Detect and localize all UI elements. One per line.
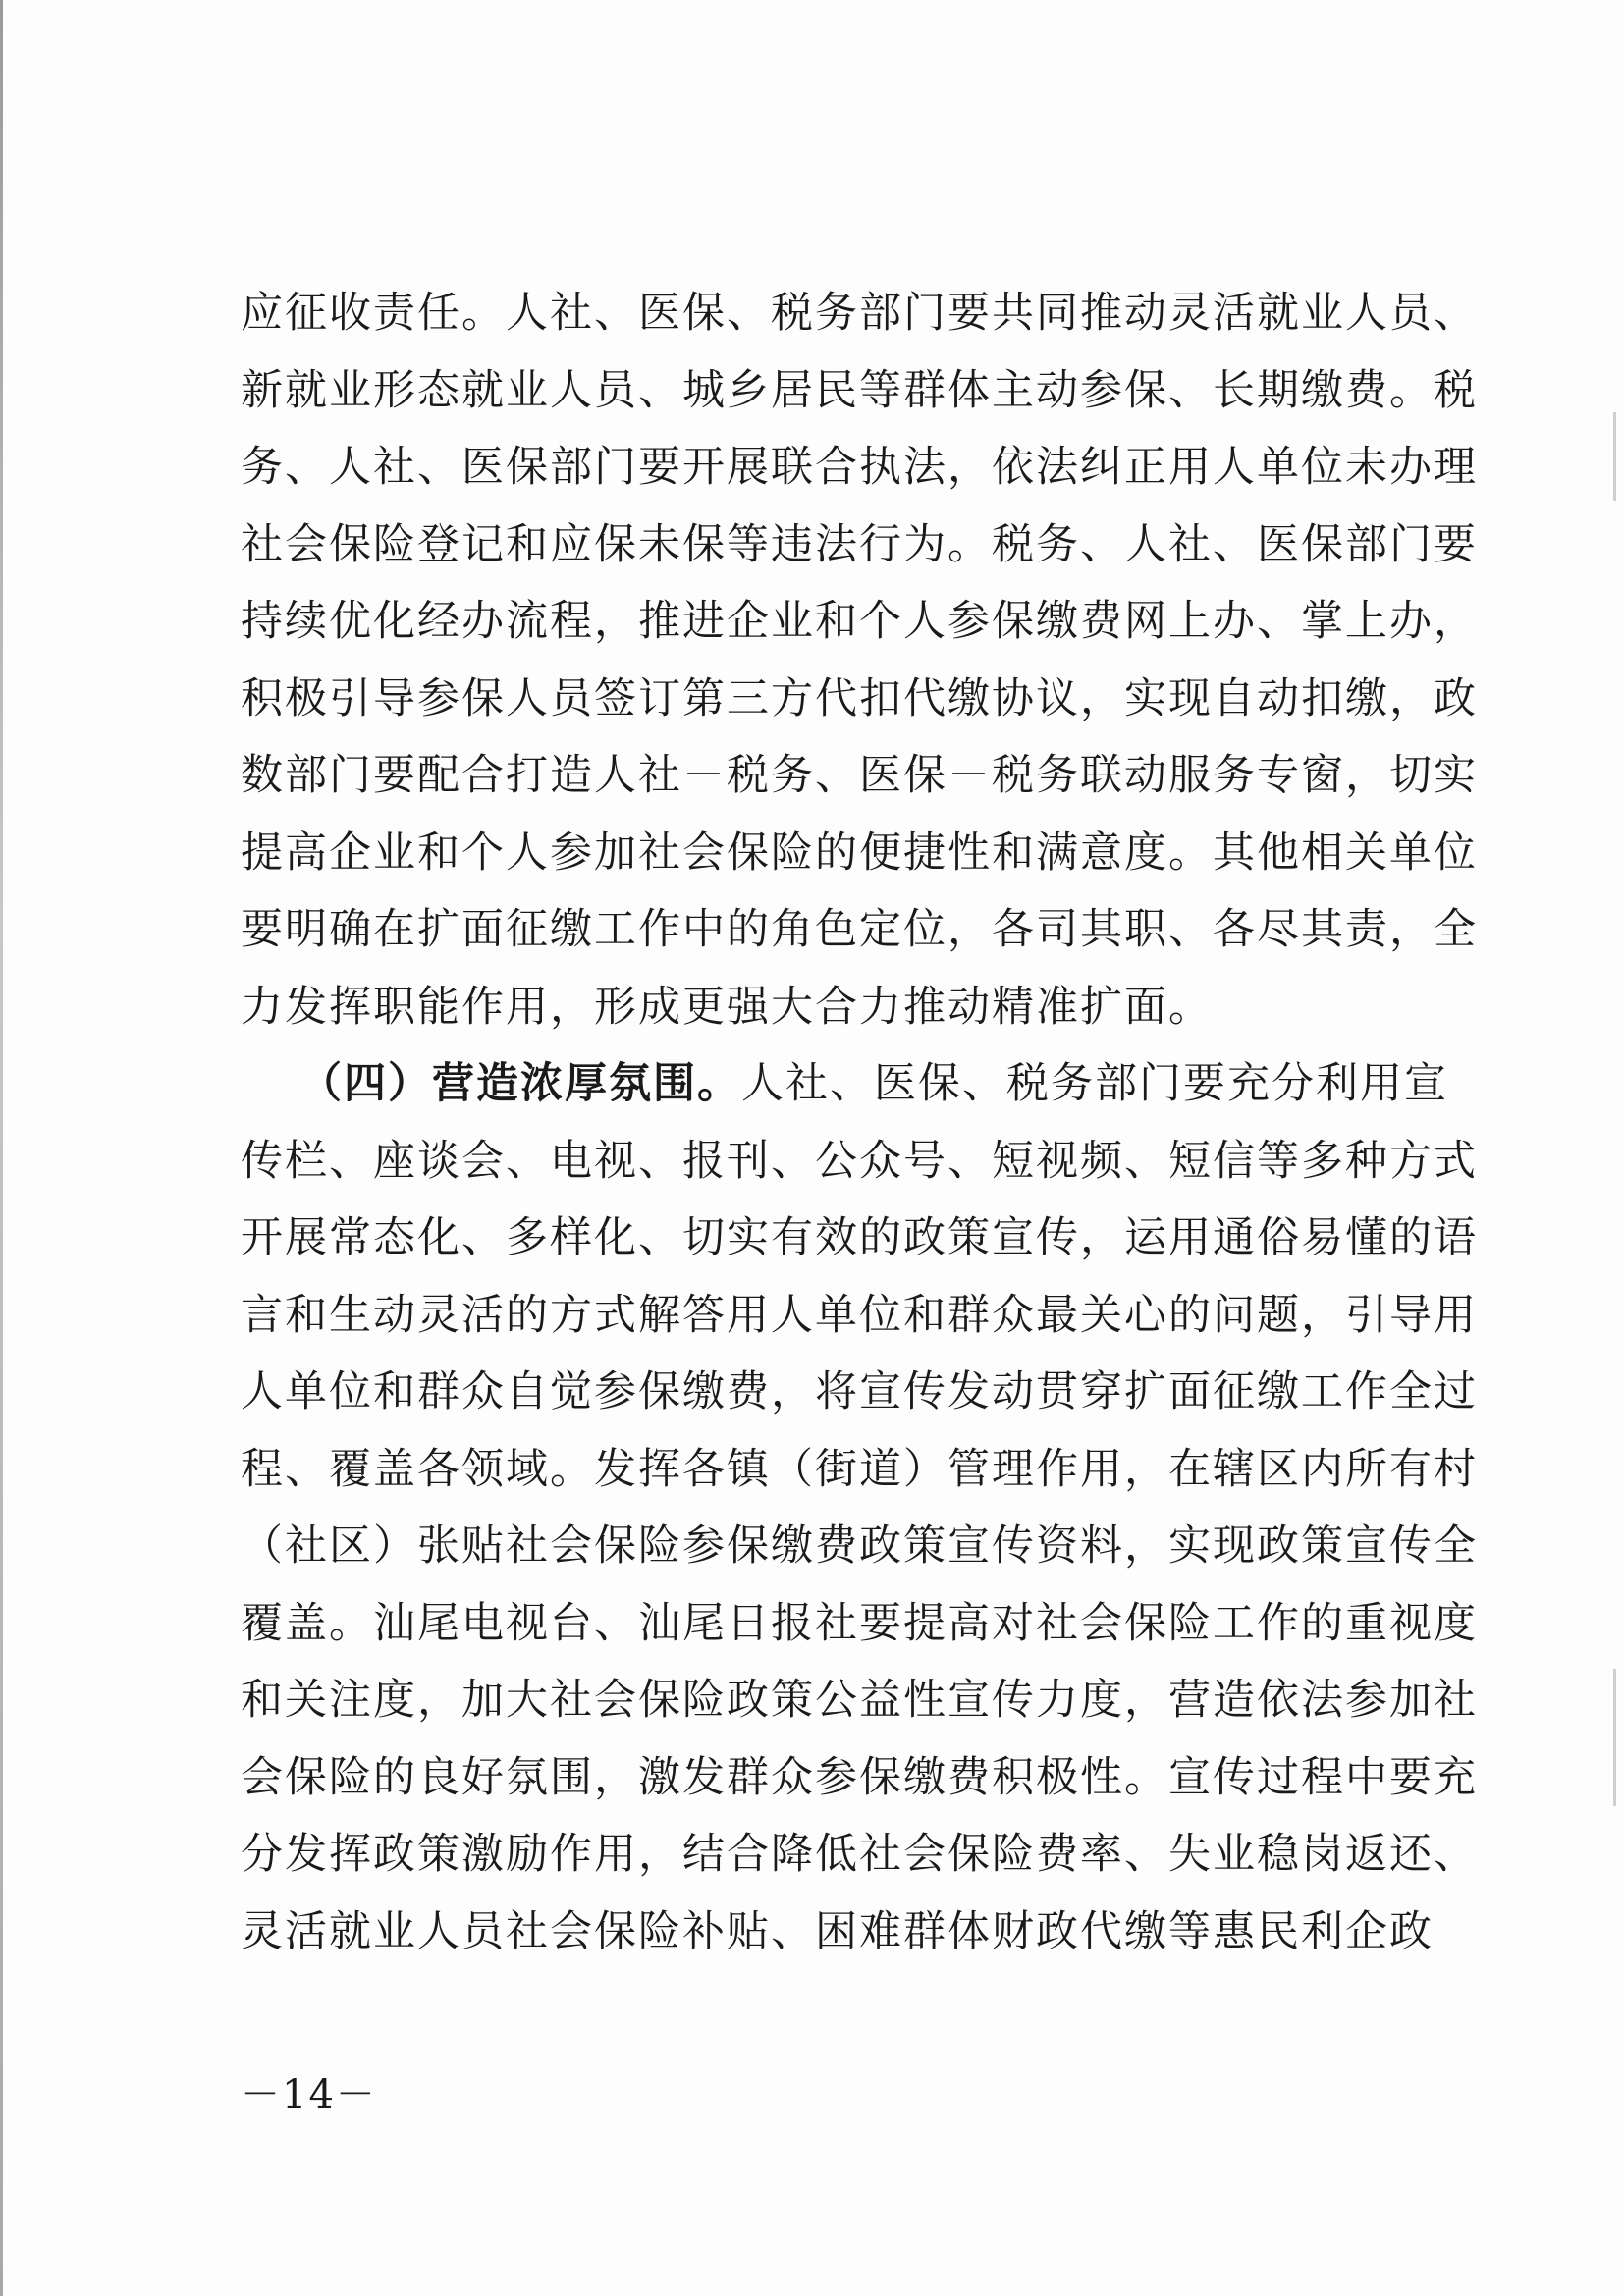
page-number: －14－ bbox=[241, 2072, 377, 2117]
paragraph-1 bbox=[241, 275, 1478, 1045]
heading-line bbox=[241, 1045, 1448, 1123]
scan-mark bbox=[1613, 1669, 1616, 1806]
text-line: 和 关 注 度 ， 加 大 社 会 保 险 政 策 公 益 性 宣 传 力 度 ， 营 造 依 法 参 加 社 bbox=[241, 1676, 1478, 1725]
text-line: 程 、 覆 盖 各 领 域 。 发 挥 各 镇 （ 街 道 ） 管 理 作 用 ， 在 辖 区 内 所 有 村 bbox=[241, 1444, 1478, 1494]
text-line: 会 保 险 的 良 好 氛 围 ， 激 发 群 众 参 保 缴 费 积 极 性 。 宣 传 过 程 中 要 充 bbox=[241, 1752, 1478, 1802]
text-line: 数 部 门 要 配 合 打 造 人 社 － 税 务 、 医 保 － 税 务 联 动 服 务 专 窗 ， 切 实 bbox=[241, 751, 1478, 800]
scan-edge bbox=[0, 0, 3, 2296]
paragraph-2 bbox=[241, 1045, 1478, 1970]
text-line: （ 社 区 ） 张 贴 社 会 保 险 参 保 缴 费 政 策 宣 传 资 料 ， 实 现 政 策 宣 传 全 bbox=[241, 1522, 1478, 1571]
text-line: 覆 盖 。 汕 尾 电 视 台 、 汕 尾 日 报 社 要 提 高 对 社 会 保 险 工 作 的 重 视 度 bbox=[241, 1598, 1478, 1648]
text-line-rest: 人社、医保、税务部门要充分利用宣 bbox=[741, 1059, 1448, 1108]
section-heading: （四）营造浓厚氛围。 bbox=[299, 1059, 741, 1108]
text-line: 言 和 生 动 灵 活 的 方 式 解 答 用 人 单 位 和 群 众 最 关 心 的 问 题 ， 引 导 用 bbox=[241, 1290, 1478, 1340]
text-line: 开 展 常 态 化 、 多 样 化 、 切 实 有 效 的 政 策 宣 传 ， 运 用 通 俗 易 懂 的 语 bbox=[241, 1213, 1478, 1262]
text-line: 力发挥职能作用，形成更强大合力推动精准扩面。 bbox=[241, 982, 1213, 1032]
text-line: 应 征 收 责 任 。 人 社 、 医 保 、 税 务 部 门 要 共 同 推 动 灵 活 就 业 人 员 、 bbox=[241, 289, 1478, 338]
text-line: 社 会 保 险 登 记 和 应 保 未 保 等 违 法 行 为 。 税 务 、 人 社 、 医 保 部 门 要 bbox=[241, 519, 1478, 569]
body-text bbox=[241, 275, 1478, 1970]
text-line: 持 续 优 化 经 办 流 程 ， 推 进 企 业 和 个 人 参 保 缴 费 网 上 办 、 掌 上 办 ， bbox=[241, 597, 1478, 646]
text-line: 提 高 企 业 和 个 人 参 加 社 会 保 险 的 便 捷 性 和 满 意 度 。 其 他 相 关 单 位 bbox=[241, 828, 1478, 878]
text-line: 要 明 确 在 扩 面 征 缴 工 作 中 的 角 色 定 位 ， 各 司 其 职 、 各 尽 其 责 ， 全 bbox=[241, 905, 1478, 954]
text-line: 务 、 人 社 、 医 保 部 门 要 开 展 联 合 执 法 ， 依 法 纠 正 用 人 单 位 未 办 理 bbox=[241, 443, 1478, 492]
text-line: 传 栏 、 座 谈 会 、 电 视 、 报 刊 、 公 众 号 、 短 视 频 、 短 信 等 多 种 方 式 bbox=[241, 1136, 1478, 1186]
text-line: 人 单 位 和 群 众 自 觉 参 保 缴 费 ， 将 宣 传 发 动 贯 穿 扩 面 征 缴 工 作 全 过 bbox=[241, 1367, 1478, 1416]
scan-mark bbox=[1613, 412, 1616, 501]
text-line: 新 就 业 形 态 就 业 人 员 、 城 乡 居 民 等 群 体 主 动 参 保 、 长 期 缴 费 。 税 bbox=[241, 365, 1478, 415]
text-line: 积 极 引 导 参 保 人 员 签 订 第 三 方 代 扣 代 缴 协 议 ， 实 现 自 动 扣 缴 ， 政 bbox=[241, 673, 1478, 723]
text-line: 分 发 挥 政 策 激 励 作 用 ， 结 合 降 低 社 会 保 险 费 率 、 失 业 稳 岗 返 还 、 bbox=[241, 1830, 1478, 1879]
text-line: 灵 活 就 业 人 员 社 会 保 险 补 贴 、 困 难 群 体 财 政 代 缴 等 惠 民 利 企 政 bbox=[241, 1906, 1434, 1956]
